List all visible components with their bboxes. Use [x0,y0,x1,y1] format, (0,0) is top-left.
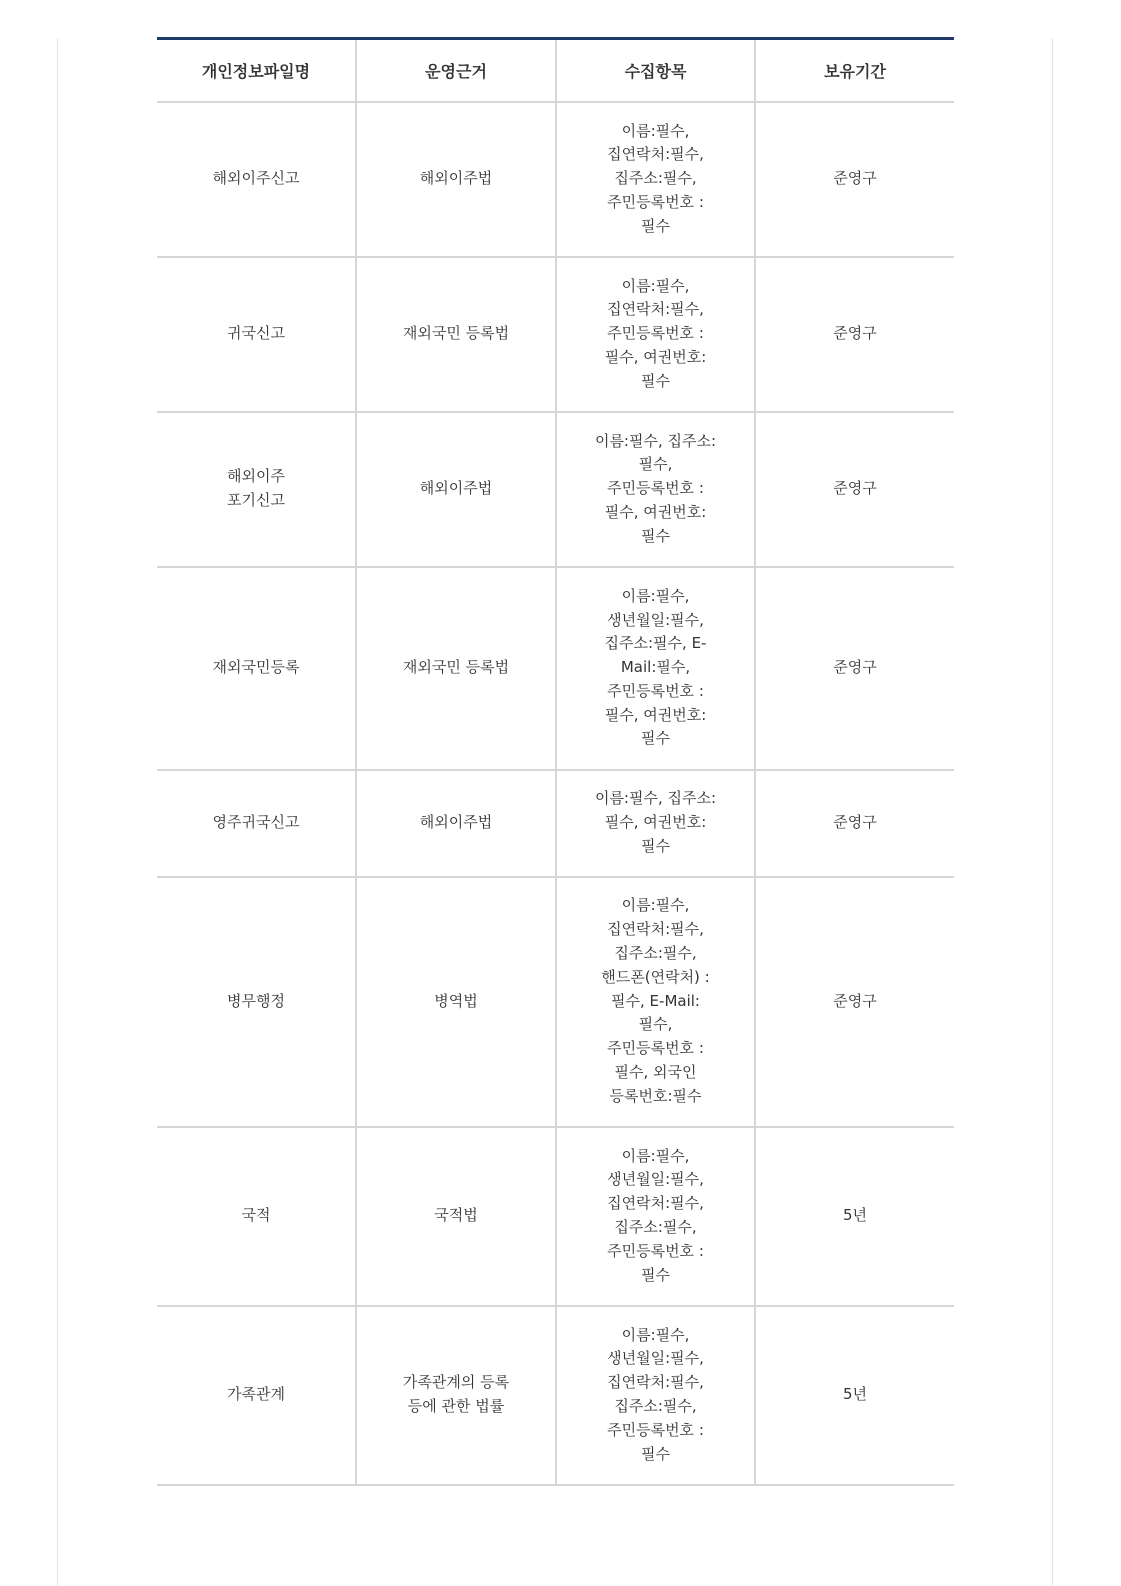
cell-legal-basis [356,412,556,567]
legal-basis-text: 해외이주법 [419,169,493,188]
page-frame-right-border [1052,38,1053,1586]
file-name-text: 귀국신고 [227,324,285,343]
legal-basis-text: 해외이주법 [419,813,493,832]
file-name-text: 해외이주 포기신고 [227,467,285,509]
privacy-file-table [157,37,954,1486]
cell-retention-period: 준영구 [755,412,954,567]
table-row [157,770,954,877]
cell-retention-period: 준영구 [755,257,954,412]
legal-basis-text: 국적법 [434,1206,478,1225]
cell-collected-items [556,770,755,877]
table-row [157,877,954,1127]
cell-retention-period: 준영구 [755,770,954,877]
cell-file-name [157,1306,356,1485]
cell-retention-period: 5년 [755,1306,954,1485]
cell-retention-period: 준영구 [755,102,954,257]
table-row [157,1127,954,1306]
legal-basis-text: 재외국민 등록법 [402,324,510,343]
cell-collected-items [556,412,755,567]
legal-basis-text: 재외국민 등록법 [402,658,510,677]
cell-legal-basis [356,567,556,770]
cell-collected-items [556,102,755,257]
collected-items-text: 이름:필수, 집연락처:필수, 집주소:필수, 주민등록번호 : 필수 [607,121,704,235]
table-row [157,257,954,412]
legal-basis-text: 가족관계의 등록 등에 관한 법률 [402,1373,510,1415]
header-file-name: 개인정보파일명 [157,39,356,102]
cell-retention-period: 준영구 [755,877,954,1127]
collected-items-text: 이름:필수, 생년월일:필수, 집연락처:필수, 집주소:필수, 주민등록번호 : 필수 [607,1325,704,1463]
table-row [157,567,954,770]
cell-collected-items [556,257,755,412]
cell-collected-items [556,1127,755,1306]
cell-collected-items [556,877,755,1127]
table-row [157,1306,954,1485]
file-name-text: 국적 [241,1206,271,1225]
cell-legal-basis [356,877,556,1127]
collected-items-text: 이름:필수, 집주소: 필수, 여권번호: 필수 [594,789,717,855]
cell-legal-basis [356,1127,556,1306]
file-name-text: 해외이주신고 [212,169,300,188]
cell-file-name [157,567,356,770]
file-name-text: 영주귀국신고 [212,813,300,832]
file-name-text: 병무행정 [227,991,285,1010]
cell-collected-items [556,567,755,770]
collected-items-text: 이름:필수, 집연락처:필수, 주민등록번호 : 필수, 여권번호: 필수 [604,276,707,390]
cell-file-name [157,102,356,257]
cell-file-name [157,770,356,877]
cell-legal-basis [356,257,556,412]
legal-basis-text: 병역법 [434,991,478,1010]
legal-basis-text: 해외이주법 [419,479,493,498]
cell-collected-items [556,1306,755,1485]
collected-items-text: 이름:필수, 집연락처:필수, 집주소:필수, 핸드폰(연락처) : 필수, E-Mail: 필수, 주민등록번호 : 필수, 외국인 등록번호:필수 [601,896,710,1105]
cell-retention-period: 준영구 [755,567,954,770]
table-row [157,412,954,567]
header-retention-period: 보유기간 [755,39,954,102]
file-name-text: 가족관계 [227,1385,285,1404]
collected-items-text: 이름:필수, 집주소: 필수, 주민등록번호 : 필수, 여권번호: 필수 [594,431,717,545]
cell-file-name [157,877,356,1127]
page-frame-left-border [57,38,58,1586]
collected-items-text: 이름:필수, 생년월일:필수, 집주소:필수, E- Mail:필수, 주민등록번호 : 필수, 여권번호: 필수 [604,586,707,748]
table-header-row [157,39,954,102]
cell-legal-basis [356,770,556,877]
file-name-text: 재외국민등록 [212,658,300,677]
table-row [157,102,954,257]
cell-legal-basis [356,1306,556,1485]
collected-items-text: 이름:필수, 생년월일:필수, 집연락처:필수, 집주소:필수, 주민등록번호 : 필수 [607,1146,704,1284]
cell-file-name [157,412,356,567]
header-collected-items: 수집항목 [556,39,755,102]
cell-file-name [157,1127,356,1306]
cell-retention-period: 5년 [755,1127,954,1306]
cell-legal-basis [356,102,556,257]
cell-file-name [157,257,356,412]
header-legal-basis: 운영근거 [356,39,556,102]
